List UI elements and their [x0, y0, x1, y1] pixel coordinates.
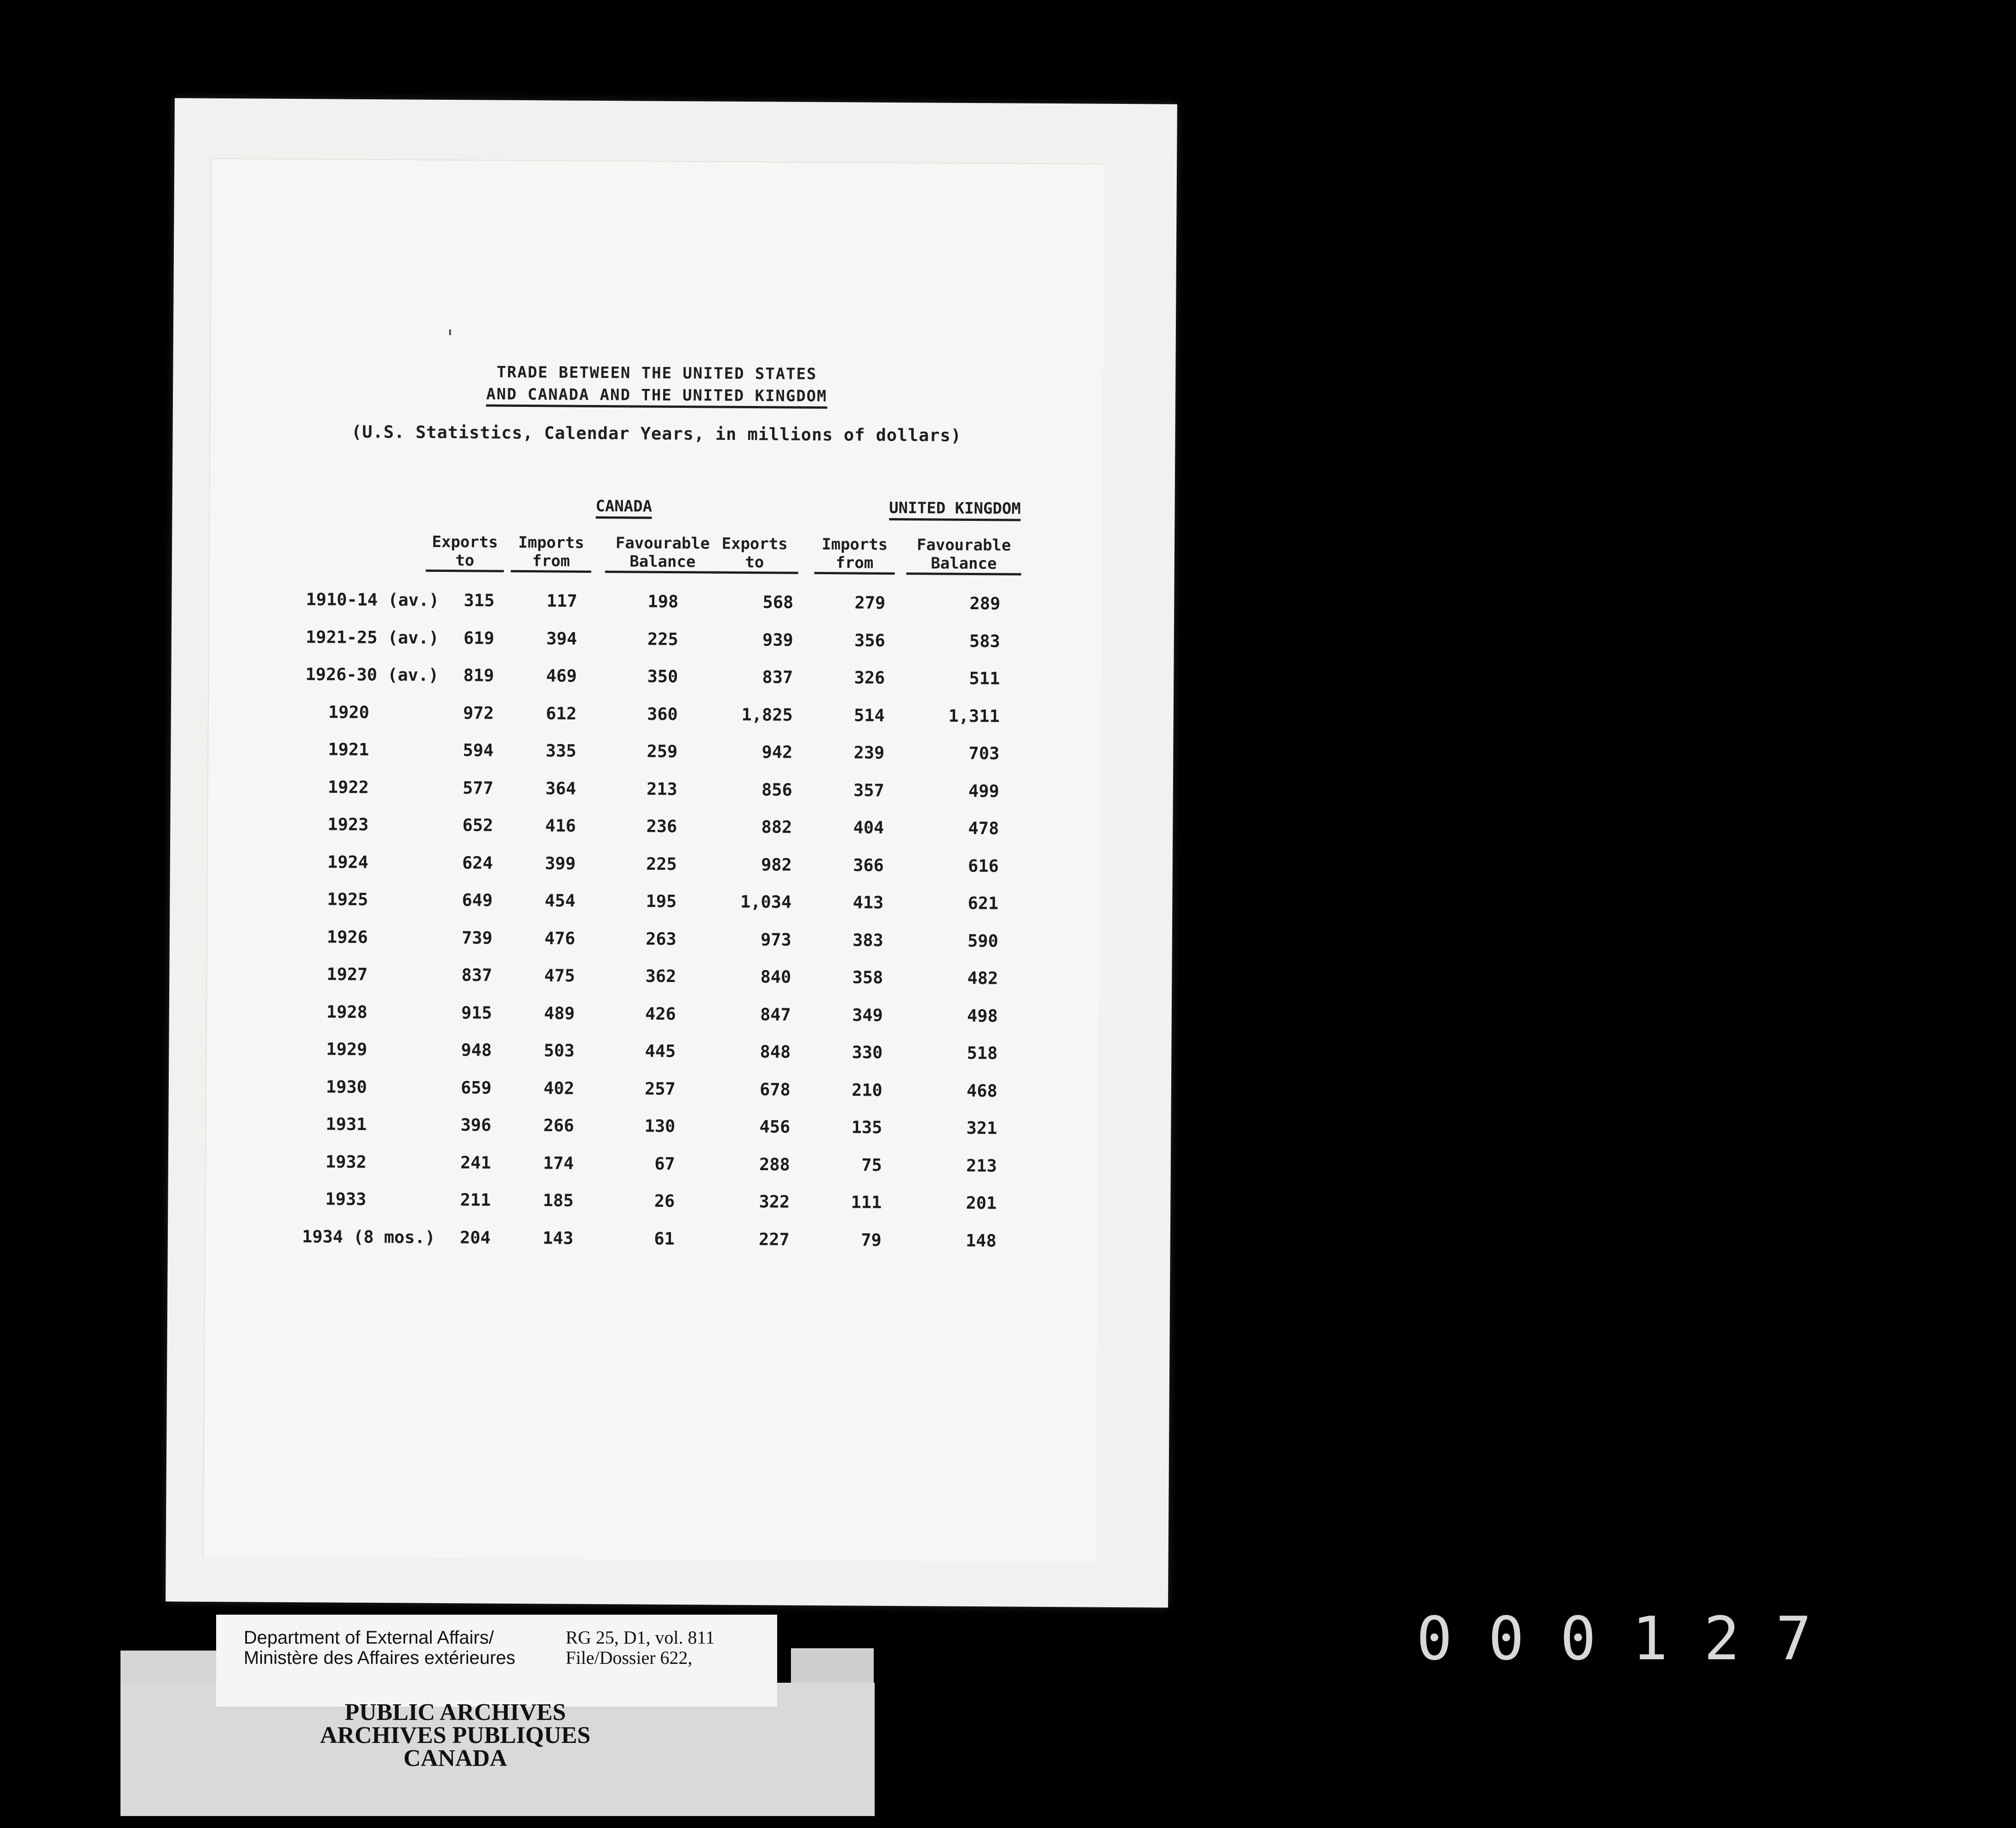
table-cell: 225 — [647, 629, 678, 649]
table-cell: 619 — [463, 628, 494, 648]
document-title-line2 — [211, 383, 1103, 407]
table-cell: 117 — [546, 591, 578, 611]
table-row — [206, 1226, 1098, 1259]
table-row — [206, 1188, 1098, 1222]
table-cell: 882 — [761, 817, 792, 837]
table-cell: 326 — [854, 668, 885, 688]
table-cell: 498 — [967, 1005, 998, 1026]
table-cell: 511 — [969, 668, 1000, 689]
table-cell: 362 — [645, 966, 676, 987]
row-period: 1929 — [326, 1039, 367, 1059]
table-row — [207, 889, 1100, 922]
table-cell: 67 — [654, 1154, 676, 1174]
table-cell: 61 — [654, 1228, 675, 1249]
table-cell: 972 — [463, 703, 494, 723]
table-cell: 456 — [759, 1117, 790, 1137]
dept-french: Ministère des Affaires extérieures — [244, 1648, 515, 1668]
table-cell: 79 — [861, 1230, 882, 1250]
row-period: 1920 — [328, 702, 370, 722]
column-header-3 — [711, 535, 799, 574]
table-cell: 840 — [760, 967, 791, 987]
table-cell: 213 — [646, 779, 677, 799]
table-cell: 590 — [967, 931, 998, 951]
table-row — [209, 701, 1101, 734]
table-row — [206, 1076, 1099, 1109]
table-row — [209, 589, 1101, 622]
row-period: 1928 — [326, 1001, 368, 1022]
table-cell: 482 — [967, 968, 998, 988]
column-header-line1: Exports — [722, 534, 788, 554]
table-cell: 148 — [965, 1230, 997, 1251]
table-cell: 982 — [761, 854, 792, 875]
table-cell: 616 — [968, 856, 999, 876]
table-cell: 185 — [543, 1190, 574, 1211]
column-header-0 — [426, 533, 504, 572]
table-row — [208, 739, 1100, 772]
group-header-canada-text: CANADA — [596, 497, 652, 519]
table-cell: 594 — [463, 740, 494, 760]
table-cell: 322 — [759, 1192, 790, 1212]
table-cell: 739 — [461, 927, 493, 948]
table-cell: 678 — [759, 1079, 790, 1100]
table-cell: 469 — [546, 666, 577, 686]
table-cell: 239 — [853, 743, 885, 763]
table-row — [208, 776, 1100, 809]
table-cell: 350 — [647, 666, 678, 687]
table-cell: 321 — [966, 1118, 997, 1138]
table-cell: 659 — [460, 1077, 492, 1098]
column-header-line1: Imports — [518, 533, 584, 552]
table-cell: 357 — [853, 780, 884, 800]
table-cell: 257 — [644, 1079, 676, 1099]
table-cell: 288 — [759, 1154, 790, 1175]
table-cell: 356 — [854, 630, 885, 651]
table-row — [206, 1151, 1098, 1184]
table-cell: 1,825 — [741, 704, 793, 725]
table-cell: 279 — [854, 593, 886, 613]
table-cell: 649 — [462, 890, 493, 910]
table-cell: 383 — [852, 930, 883, 950]
document-title-line2-text: AND CANADA AND THE UNITED KINGDOM — [486, 385, 827, 409]
table-cell: 583 — [969, 631, 1000, 651]
archives-line1: PUBLIC ARCHIVES — [344, 1699, 566, 1725]
column-header-line2: to — [711, 553, 798, 574]
row-period: 1926 — [326, 926, 368, 947]
table-cell: 366 — [853, 855, 884, 875]
column-header-1 — [511, 533, 592, 573]
table-cell: 399 — [544, 853, 576, 874]
table-cell: 948 — [461, 1040, 492, 1060]
table-cell: 330 — [852, 1042, 883, 1063]
table-cell: 426 — [645, 1004, 676, 1024]
group-header-canada — [532, 497, 716, 516]
table-cell: 174 — [543, 1153, 574, 1173]
row-period: 1925 — [327, 889, 368, 909]
table-cell: 241 — [460, 1152, 492, 1173]
table-cell: 577 — [462, 777, 493, 798]
row-period: 1923 — [327, 814, 369, 834]
column-header-4 — [814, 535, 895, 575]
table-row — [206, 1039, 1099, 1072]
table-cell: 198 — [647, 591, 679, 612]
table-cell: 475 — [544, 965, 575, 986]
table-cell: 837 — [461, 965, 493, 985]
column-header-line2: from — [814, 554, 895, 575]
table-cell: 973 — [760, 929, 791, 950]
row-period: 1921-25 (av.) — [305, 627, 439, 648]
table-cell: 478 — [968, 818, 999, 839]
table-cell: 315 — [464, 590, 495, 611]
table-cell: 703 — [968, 743, 1000, 764]
table-row — [208, 851, 1100, 884]
table-cell: 621 — [968, 893, 999, 914]
table-cell: 837 — [762, 667, 793, 687]
table-cell: 476 — [544, 928, 575, 948]
table-cell: 75 — [861, 1155, 882, 1175]
column-header-line2: from — [511, 552, 591, 573]
table-cell: 360 — [647, 704, 678, 724]
row-period: 1924 — [327, 851, 369, 872]
table-row — [209, 664, 1101, 697]
table-cell: 135 — [851, 1117, 882, 1137]
archives-line2: ARCHIVES PUBLIQUES — [320, 1722, 591, 1748]
table-cell: 335 — [545, 741, 577, 761]
column-header-line2: Balance — [906, 554, 1021, 576]
row-period: 1921 — [328, 739, 369, 760]
table-cell: 259 — [647, 741, 678, 762]
table-cell: 624 — [462, 852, 493, 873]
table-cell: 404 — [853, 817, 884, 838]
file-dossier-ref: File/Dossier 622, — [566, 1647, 693, 1668]
table-cell: 942 — [762, 742, 793, 762]
table-cell: 503 — [544, 1040, 575, 1061]
table-cell: 111 — [851, 1192, 882, 1212]
table-cell: 195 — [646, 891, 677, 912]
table-cell: 130 — [644, 1116, 676, 1137]
column-header-line1: Exports — [432, 532, 498, 552]
column-header-2 — [605, 534, 721, 574]
document-page — [166, 98, 1177, 1607]
table-cell: 612 — [545, 703, 577, 724]
table-cell: 227 — [758, 1229, 790, 1250]
table-cell: 445 — [645, 1041, 676, 1062]
table-cell: 915 — [461, 1002, 493, 1023]
table-cell: 394 — [546, 628, 577, 649]
table-cell: 468 — [966, 1080, 997, 1101]
row-period: 1930 — [326, 1076, 367, 1097]
row-period: 1922 — [327, 777, 369, 797]
document-subtitle: (U.S. Statistics, Calendar Years, in millions of dollars) — [351, 422, 962, 446]
table-cell: 201 — [966, 1193, 997, 1213]
table-row — [207, 964, 1099, 997]
table-cell: 939 — [762, 629, 793, 650]
column-header-line1: Favourable — [916, 536, 1011, 555]
dept-english: Department of External Affairs/ — [244, 1628, 494, 1648]
table-cell: 358 — [852, 967, 883, 988]
table-cell: 289 — [969, 593, 1001, 614]
column-header-line1: Favourable — [615, 534, 710, 553]
table-cell: 236 — [646, 816, 677, 837]
table-cell: 568 — [762, 592, 794, 612]
table-cell: 489 — [544, 1003, 575, 1023]
table-row — [207, 926, 1100, 959]
table-cell: 848 — [760, 1042, 791, 1062]
table-cell: 1,034 — [740, 891, 792, 912]
archives-stamp — [129, 1701, 782, 1770]
row-period: 1926-30 (av.) — [305, 664, 439, 685]
table-cell: 652 — [462, 815, 493, 835]
table-cell: 143 — [542, 1228, 574, 1248]
table-cell: 213 — [966, 1155, 997, 1176]
row-period: 1931 — [326, 1114, 367, 1134]
row-period: 1932 — [325, 1151, 367, 1172]
group-header-uk-text: UNITED KINGDOM — [889, 499, 1021, 521]
group-header-uk — [780, 498, 1129, 519]
row-period: 1934 (8 mos.) — [302, 1226, 435, 1247]
table-cell: 263 — [645, 929, 676, 949]
table-cell: 349 — [852, 1005, 883, 1025]
table-cell: 514 — [853, 705, 885, 725]
table-cell: 402 — [543, 1078, 575, 1098]
column-header-line1: Imports — [821, 535, 888, 554]
table-cell: 1,311 — [948, 706, 1000, 726]
table-cell: 210 — [851, 1080, 882, 1100]
table-cell: 396 — [460, 1115, 492, 1135]
column-header-line2: Balance — [605, 552, 720, 574]
margin-mark: ' — [443, 325, 457, 350]
table-row — [208, 814, 1100, 847]
row-period: 1910-14 (av.) — [306, 589, 440, 610]
archive-reference-label — [216, 1615, 777, 1707]
table-cell: 26 — [654, 1191, 675, 1211]
table-row — [207, 1001, 1099, 1034]
record-group-ref: RG 25, D1, vol. 811 — [566, 1627, 715, 1648]
table-cell: 266 — [543, 1115, 574, 1136]
table-cell: 499 — [968, 781, 999, 801]
row-period: 1927 — [326, 964, 368, 984]
table-cell: 454 — [544, 891, 576, 911]
column-header-line2: to — [426, 551, 504, 572]
table-cell: 856 — [761, 779, 792, 800]
table-cell: 204 — [459, 1227, 491, 1248]
archives-line3: CANADA — [403, 1745, 507, 1771]
row-period: 1933 — [325, 1189, 367, 1209]
document-title-line1: TRADE BETWEEN THE UNITED STATES — [496, 363, 817, 383]
table-cell: 416 — [545, 816, 576, 836]
table-row — [209, 626, 1101, 659]
table-cell: 819 — [463, 665, 494, 686]
document-inner-sheet — [203, 158, 1105, 1562]
table-row — [206, 1114, 1098, 1147]
table-cell: 518 — [967, 1043, 998, 1063]
table-cell: 847 — [760, 1004, 791, 1025]
table-cell: 211 — [460, 1190, 491, 1210]
frame-number: 000127 — [1416, 1604, 1848, 1674]
column-header-5 — [906, 536, 1022, 576]
table-cell: 413 — [853, 892, 884, 913]
table-cell: 225 — [646, 854, 677, 874]
table-cell: 364 — [545, 778, 576, 799]
